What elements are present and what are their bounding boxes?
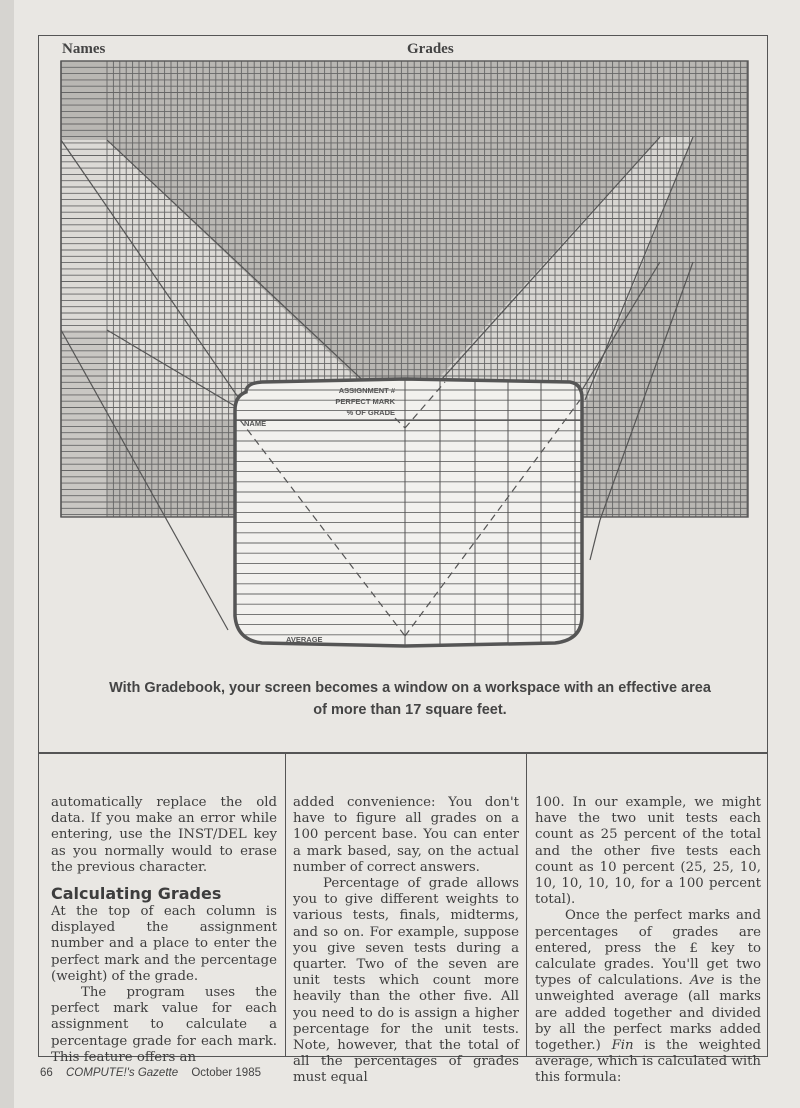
grades-heading: Grades: [407, 41, 454, 57]
page-footer: [40, 1067, 261, 1079]
term-ave: Ave: [689, 973, 715, 989]
figure-caption: [100, 677, 720, 721]
text-run: is the unweighted average (all marks are added together and divided by all the perfect marks added together.): [535, 973, 761, 1054]
paragraph: Percentage of grade allows you to give different weights to various tests, finals, midterms, and so on. For example, suppose you give seven tests during a quarter. Two of the seven are unit tests which count more heavily than the other five. All you need to do is assign a higher percentage for the unit tests. Note, however, that the total of all the percentages of grades must equal: [293, 876, 519, 1086]
article-column-2: [293, 795, 519, 1087]
perfect-mark-label: PERFECT MARK: [335, 397, 395, 406]
monitor-screen: [235, 378, 585, 646]
paragraph: automatically replace the old data. If you make an error while entering, use the INST/DEL key as you normally would to erase the previous character.: [51, 795, 277, 875]
paragraph: The program uses the perfect mark value for each assignment to calculate a percentage grade for each mark. This feature offers an: [51, 985, 277, 1065]
article-column-1: [51, 795, 277, 1066]
paragraph: [535, 908, 761, 1086]
percent-grade-label: % OF GRADE: [346, 408, 395, 417]
page-number: 66: [40, 1067, 53, 1079]
name-column-label: NAME: [244, 419, 267, 428]
caption-line-2: of more than 17 square feet.: [313, 702, 507, 718]
average-row-label: AVERAGE: [286, 635, 323, 644]
caption-line-1: With Gradebook, your screen becomes a window on a workspace with an effective area: [109, 680, 711, 696]
section-heading: Calculating Grades: [51, 884, 222, 904]
paragraph: added convenience: You don't have to figure all grades on a 100 percent base. You can enter a mark based, say, on the actual number of correct answers.: [293, 795, 519, 875]
paragraph: 100. In our example, we might have the two unit tests each count as 25 percent of the total and the other five tests each count as 10 percent (25, 25, 10, 10, 10, 10, 10, for a 100 percent total).: [535, 795, 761, 908]
issue-date: October 1985: [191, 1067, 261, 1079]
paragraph: At the top of each column is displayed the assignment number and a place to enter the perfect mark and the percentage (weight) of the grade.: [51, 904, 277, 984]
names-heading: Names: [62, 41, 106, 57]
article-column-3: [535, 795, 761, 1087]
text-run: Once the perfect marks and percentages of grades are entered, press the £ key to calculate grades. You'll get two types of calculations.: [535, 908, 761, 989]
magazine-name: COMPUTE!'s Gazette: [66, 1067, 179, 1079]
text-run: is the weighted average, which is calculated with this formula:: [535, 1038, 761, 1086]
assignment-label: ASSIGNMENT #: [338, 386, 395, 395]
projection-ray: [590, 520, 600, 560]
term-fin: Fin: [611, 1038, 634, 1054]
